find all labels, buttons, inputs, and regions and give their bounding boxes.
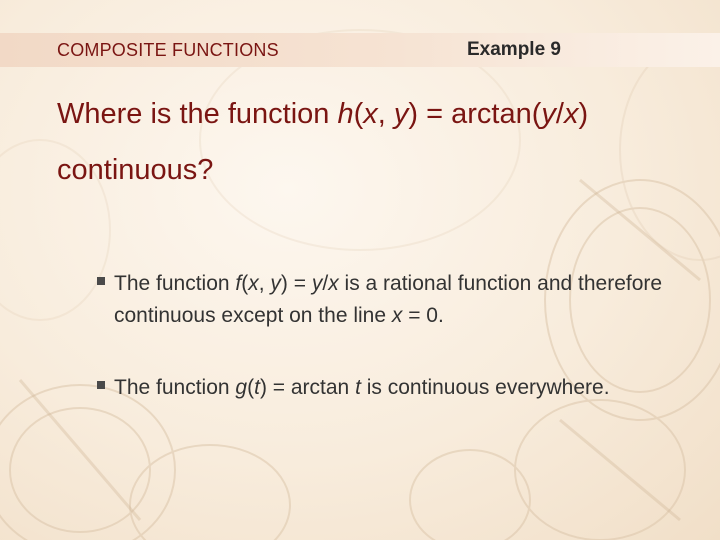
bullet-square-icon [97,381,105,389]
bullet-text: The function g(t) = arctan t is continuous everywhere. [114,376,610,399]
bullet-text: The function f(x, y) = y/x is a rational function and therefore continuous except on the line x = 0. [114,272,663,327]
example-label: Example 9 [467,39,561,60]
question-heading: Where is the function h(x, y) = arctan(y/x) continuous? [57,98,589,186]
bullet-item [114,372,704,404]
bullet-square-icon [97,277,105,285]
bullet-item [114,268,704,332]
section-label: COMPOSITE FUNCTIONS [57,40,279,60]
